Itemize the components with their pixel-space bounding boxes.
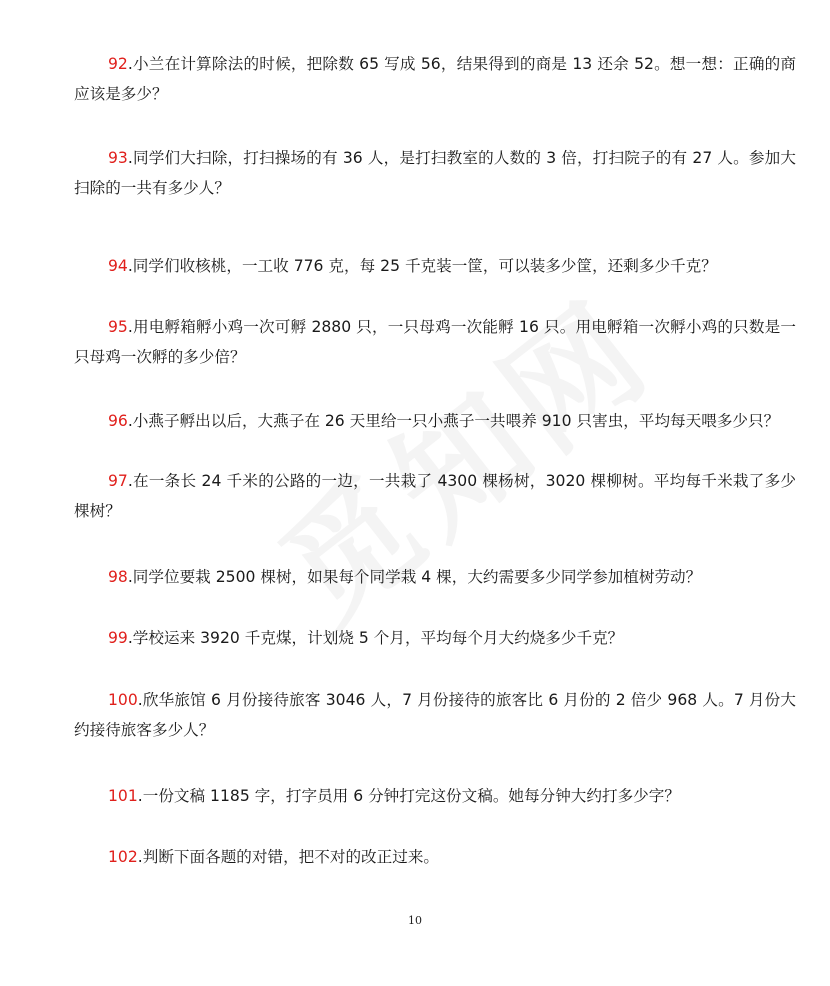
question-text: .小兰在计算除法的时候，把除数 65 写成 56，结果得到的商是 13 还余 52。想一想：正确的商应该是多少？: [74, 55, 796, 103]
question-number: 100: [108, 691, 138, 709]
question-text: .一份文稿 1185 字，打字员用 6 分钟打完这份文稿。她每分钟大约打多少字？: [137, 787, 680, 805]
question-text: .同学位要栽 2500 棵树，如果每个同学栽 4 棵，大约需要多少同学参加植树劳动？: [127, 568, 702, 586]
question-number: 94: [108, 257, 128, 275]
question-99: [74, 623, 796, 653]
question-98: [74, 562, 796, 592]
question-96: [74, 406, 796, 436]
question-102: [74, 842, 796, 872]
question-text: .同学们大扫除，打扫操场的有 36 人，是打扫教室的人数的 3 倍，打扫院子的有 27 人。参加大扫除的一共有多少人？: [74, 149, 796, 197]
question-text: .用电孵箱孵小鸡一次可孵 2880 只，一只母鸡一次能孵 16 只。用电孵箱一次孵小鸡的只数是一只母鸡一次孵的多少倍？: [74, 318, 796, 366]
question-94: [74, 251, 796, 281]
question-number: 99: [108, 629, 128, 647]
question-number: 93: [108, 149, 128, 167]
question-number: 98: [108, 568, 128, 586]
question-number: 101: [108, 787, 138, 805]
question-text: .同学们收核桃，一工收 776 克，每 25 千克装一筐，可以装多少筐，还剩多少千克？: [127, 257, 717, 275]
question-text: .判断下面各题的对错，把不对的改正过来。: [137, 848, 440, 866]
question-97: [74, 466, 796, 526]
question-text: .在一条长 24 千米的公路的一边，一共栽了 4300 棵杨树，3020 棵柳树。平均每千米栽了多少棵树？: [74, 472, 796, 520]
question-text: .学校运来 3920 千克煤，计划烧 5 个月，平均每个月大约烧多少千克？: [127, 629, 624, 647]
question-number: 96: [108, 412, 128, 430]
page-number: 10: [408, 914, 422, 927]
question-number: 97: [108, 472, 128, 490]
question-number: 95: [108, 318, 128, 336]
question-92: [74, 49, 796, 109]
question-100: [74, 685, 796, 745]
question-93: [74, 143, 796, 203]
question-number: 102: [108, 848, 138, 866]
question-101: [74, 781, 796, 811]
question-95: [74, 312, 796, 372]
question-text: .欣华旅馆 6 月份接待旅客 3046 人，7 月份接待的旅客比 6 月份的 2 倍少 968 人。7 月份大约接待旅客多少人？: [74, 691, 796, 739]
question-number: 92: [108, 55, 128, 73]
question-text: .小燕子孵出以后，大燕子在 26 天里给一只小燕子一共喂养 910 只害虫，平均每天喂多少只？: [127, 412, 780, 430]
